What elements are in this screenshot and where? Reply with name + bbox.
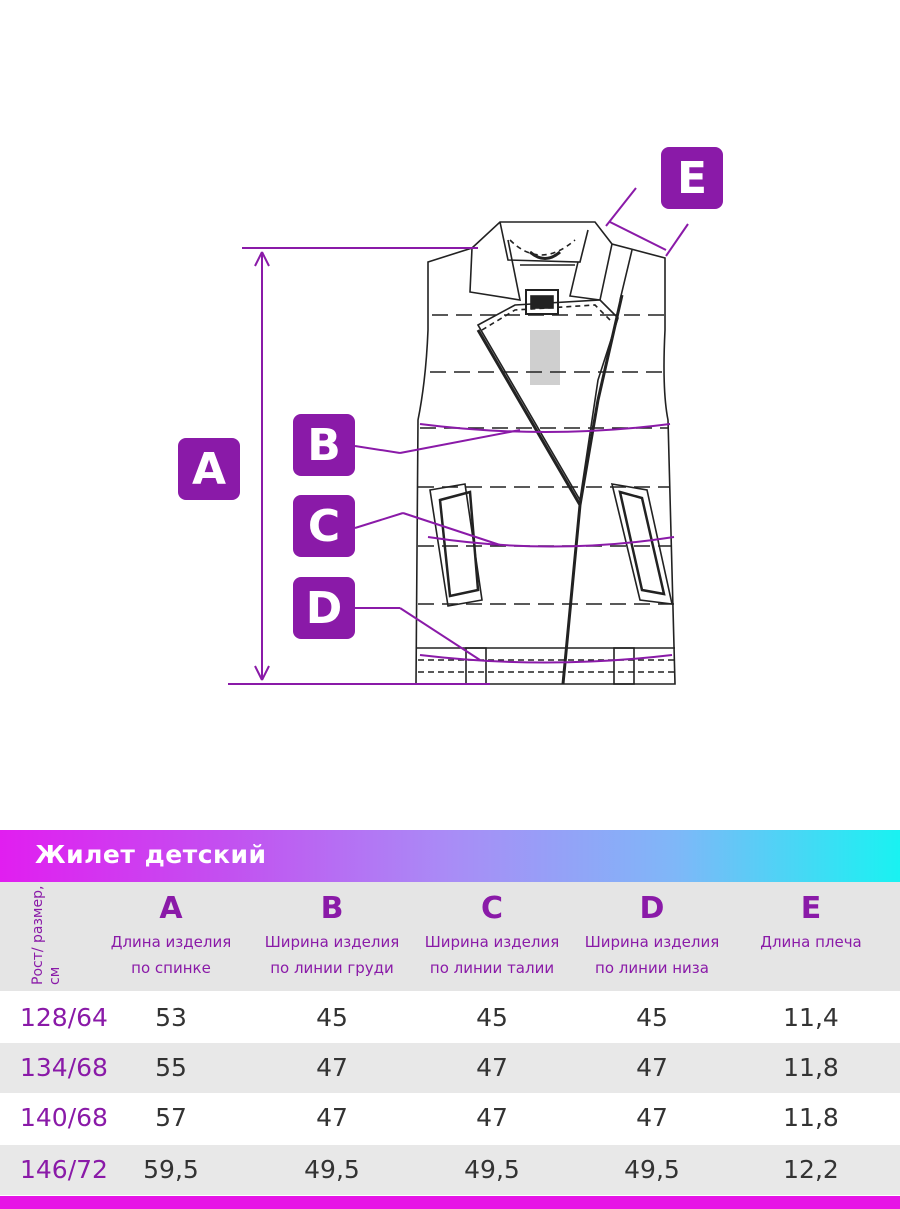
table-row <box>0 993 900 1043</box>
column-header-c <box>412 890 572 980</box>
value-cell-c: 49,5 <box>464 1155 520 1184</box>
column-letter: A <box>159 891 183 926</box>
value-cell-e: 11,8 <box>783 1103 839 1132</box>
column-desc-line1: Ширина изделия <box>584 933 720 951</box>
column-letter: C <box>480 891 504 926</box>
value-cell-b: 45 <box>316 1003 348 1032</box>
column-desc-line2: по линии талии <box>429 959 555 977</box>
table-row <box>0 1043 900 1093</box>
value-cell-e: 11,4 <box>783 1003 839 1032</box>
vest-outline <box>416 222 675 684</box>
size-header: Рост/ размер, см <box>30 885 63 985</box>
table-title: Жилет детский <box>35 840 267 869</box>
column-header-a <box>91 890 251 980</box>
label-e: E <box>661 147 723 209</box>
column-desc-line2: по спинке <box>131 959 211 977</box>
column-header-b <box>252 890 412 980</box>
value-cell-b: 47 <box>316 1103 348 1132</box>
column-desc-line1: Длина изделия <box>110 933 232 951</box>
value-cell-c: 47 <box>476 1103 508 1132</box>
label-b: B <box>293 414 355 476</box>
value-cell-a: 53 <box>155 1003 187 1032</box>
column-header-d <box>572 890 732 980</box>
value-cell-c: 45 <box>476 1003 508 1032</box>
column-letter: D <box>639 891 665 926</box>
table-title-bar <box>0 830 900 882</box>
value-cell-e: 11,8 <box>783 1053 839 1082</box>
label-c: C <box>293 495 355 557</box>
column-desc-line1: Ширина изделия <box>264 933 400 951</box>
column-desc-line1: Длина плеча <box>760 933 862 951</box>
column-letter: B <box>320 891 344 926</box>
table-row <box>0 1093 900 1143</box>
value-cell-a: 59,5 <box>143 1155 199 1184</box>
column-desc-line2: по линии низа <box>595 959 709 977</box>
column-desc-line1: Ширина изделия <box>424 933 560 951</box>
column-letter: E <box>800 891 822 926</box>
value-cell-a: 55 <box>155 1053 187 1082</box>
value-cell-b: 47 <box>316 1053 348 1082</box>
size-cell: 140/68 <box>20 1103 108 1132</box>
value-cell-d: 47 <box>636 1103 668 1132</box>
size-cell: 146/72 <box>20 1155 108 1184</box>
column-desc-line2: по линии груди <box>270 959 394 977</box>
size-cell: 128/64 <box>20 1003 108 1032</box>
value-cell-a: 57 <box>155 1103 187 1132</box>
size-cell: 134/68 <box>20 1053 108 1082</box>
value-cell-d: 45 <box>636 1003 668 1032</box>
value-cell-d: 49,5 <box>624 1155 680 1184</box>
value-cell-c: 47 <box>476 1053 508 1082</box>
label-a: A <box>178 438 240 500</box>
bottom-bar <box>0 1196 900 1209</box>
value-cell-b: 49,5 <box>304 1155 360 1184</box>
column-header-e <box>731 890 891 956</box>
table-row <box>0 1145 900 1195</box>
label-d: D <box>293 577 355 639</box>
value-cell-e: 12,2 <box>783 1155 839 1184</box>
value-cell-d: 47 <box>636 1053 668 1082</box>
